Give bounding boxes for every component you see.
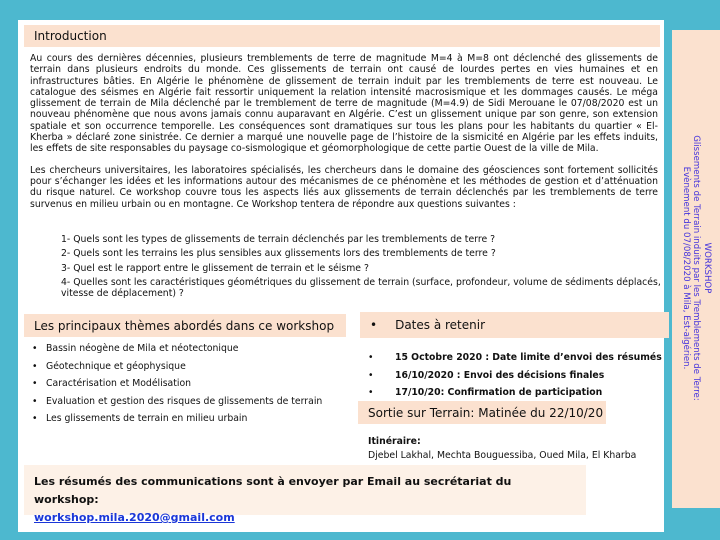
date-item: • 15 Octobre 2020 : Date limite d’envoi des résumés [366, 352, 666, 364]
theme-item: • Bassin néogène de Mila et néotectonique [30, 343, 330, 355]
theme-item: • Géotechnique et géophysique [30, 361, 330, 373]
introduction-header [24, 25, 660, 47]
themes-title: Les principaux thèmes abordés dans ce workshop [34, 318, 335, 333]
dates-bullet: • [370, 318, 378, 332]
introduction-title: Introduction [34, 29, 107, 43]
contact-text: Les résumés des communications sont à envoyer par Email au secrétariat du workshop: [34, 475, 512, 506]
side-title-line-2: Glissements de Terrain induits par les Tremblements de Terre: [691, 135, 702, 401]
itinerary-places: Djebel Lakhal, Mechta Bouguessiba, Oued Mila, El Kharba [368, 450, 637, 461]
contact-box [24, 465, 586, 524]
intro-paragraph-1: Au cours des dernières décennies, plusieurs tremblements de terre de magnitude M=4 à M=8 ont déclenché des glissements de terrain dans plusieurs endroits du monde. Ces glissements de terrain ont causé de lourdes pertes en vies humaines et en infrastructures bâties. En Algérie le phénomène de glissement de terrain induit par les tremblements de terre est nouveau. Le catalogue des séismes en Algérie fait ressortir uniquement la relation intensité macrosismique et les dommages causés. Le méga glissement de terrain de Mila déclenché par le tremblement de terre de magnitude (M=4.9) de Sidi Merouane le 07/08/2020 est un nouveau phénomène que nous avons jamais connu auparavant en Algérie. C’est un glissement unique par son genre, son extension spatiale et son occurrence temporelle. Les conséquences sont dramatiques sur tous les plans pour les habitants du quartier « El-Kherba » déclaré zone sinistrée. Ce dernier a marqué une nouvelle page de l’histoire de la sismicité en Algérie par les effets induits, les effets de site responsables du paysage co-sismologique et géomorphologique de cette partie Ouest de la ville de Mila. [30, 53, 658, 155]
introduction-text [30, 53, 658, 220]
theme-item: • Caractérisation et Modélisation [30, 378, 330, 390]
date-item: • 16/10/2020 : Envoi des décisions finales [366, 370, 666, 382]
question-item: 3- Quel est le rapport entre le glissement de terrain et le séisme ? [61, 262, 369, 274]
field-trip-header [358, 401, 606, 424]
intro-paragraph-2: Les chercheurs universitaires, les laboratoires spécialisés, les chercheurs dans le domaine des géosciences sont fortement sollicités pour s’échanger les idées et les informations autour des mécanismes de ce phénomène et les méthodes de gestion et d’atténuation du risque naturel. Ce workshop couvre tous les aspects liés aux glissements de terrain déclenchés par les tremblements de terre survenus en milieu urbain ou en montagne. Ce Workshop tentera de répondre aux questions suivantes : [30, 164, 658, 210]
question-item: 4- Quelles sont les caractéristiques géométriques du glissement de terrain (surface, profondeur, volume de sédiments déplacés, vitesse de déplacement) ? [61, 276, 661, 300]
dates-list [366, 352, 666, 405]
side-title-line-3: Evènement du 07/08/2020 à Mila, Est-algérien. [680, 166, 691, 370]
side-title-line-1: WORKSHOP [701, 242, 712, 294]
field-trip-title: Sortie sur Terrain: Matinée du 22/10/20 [368, 405, 604, 420]
themes-header [24, 314, 346, 337]
question-item: 1- Quels sont les types de glissements de terrain déclenchés par les tremblements de terre ? [61, 234, 496, 245]
contact-email-link[interactable]: workshop.mila.2020@gmail.com [34, 511, 235, 524]
date-item: • 17/10/20: Confirmation de participation [366, 387, 666, 399]
itinerary-label: Itinéraire: [368, 436, 421, 447]
theme-item: • Les glissements de terrain en milieu urbain [30, 413, 330, 425]
side-title [680, 48, 712, 488]
dates-header [360, 312, 669, 338]
dates-title: Dates à retenir [395, 318, 486, 332]
questions-list [61, 234, 661, 302]
themes-list [30, 343, 330, 431]
theme-item: • Evaluation et gestion des risques de glissements de terrain [30, 396, 330, 408]
question-item: 2- Quels sont les terrains les plus sensibles aux glissements lors des tremblements de terre ? [61, 248, 496, 260]
